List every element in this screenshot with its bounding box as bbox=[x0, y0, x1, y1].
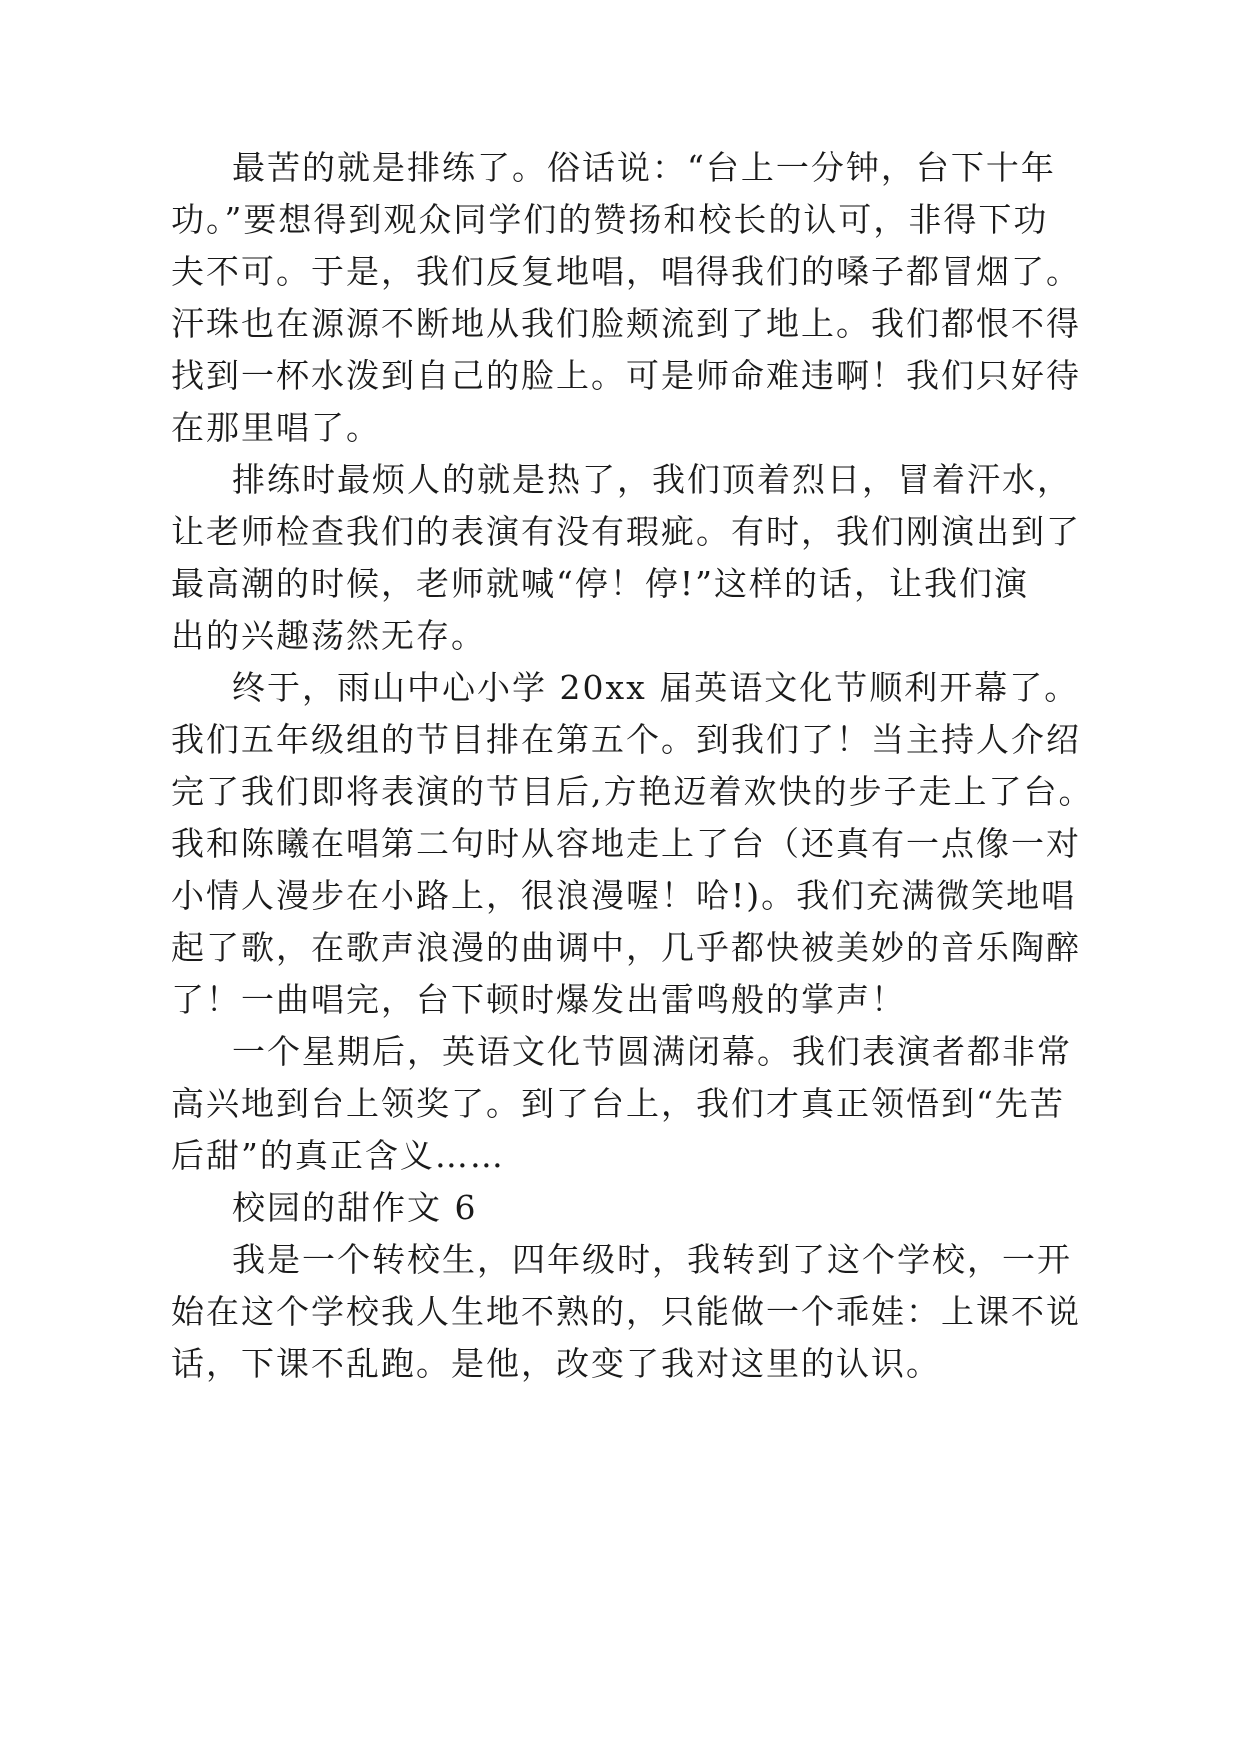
text-line: 最苦的就是排练了。俗话说：“台上一分钟，台下十年 bbox=[232, 148, 1056, 187]
text-line: 了！一曲唱完，台下顿时爆发出雷鸣般的掌声！ bbox=[171, 980, 906, 1019]
text-line: 出的兴趣荡然无存。 bbox=[171, 616, 486, 655]
text-line: 高兴地到台上领奖了。到了台上，我们才真正领悟到“先苦 bbox=[171, 1084, 1065, 1123]
section-heading: 校园的甜作文 6 bbox=[232, 1188, 478, 1227]
text-line: 我们五年级组的节目排在第五个。到我们了！当主持人介绍 bbox=[171, 720, 1081, 759]
text-line: 最高潮的时候，老师就喊“停！停!”这样的话，让我们演 bbox=[171, 564, 1030, 603]
text-line: 后甜”的真正含义…… bbox=[171, 1136, 505, 1175]
text-line: 始在这个学校我人生地不熟的，只能做一个乖娃：上课不说 bbox=[171, 1292, 1081, 1331]
text-line: 在那里唱了。 bbox=[171, 408, 381, 447]
text-line: 完了我们即将表演的节目后,方艳迈着欢快的步子走上了台。 bbox=[171, 772, 1094, 811]
text-line: 夫不可。于是，我们反复地唱，唱得我们的嗓子都冒烟了。 bbox=[171, 252, 1081, 291]
text-line: 汗珠也在源源不断地从我们脸颊流到了地上。我们都恨不得 bbox=[171, 304, 1081, 343]
text-line: 终于，雨山中心小学 20xx 届英语文化节顺利开幕了。 bbox=[232, 668, 1080, 707]
text-line: 排练时最烦人的就是热了，我们顶着烈日，冒着汗水， bbox=[232, 460, 1072, 499]
text-line: 功。”要想得到观众同学们的赞扬和校长的认可，非得下功 bbox=[171, 200, 1049, 239]
text-line: 我是一个转校生，四年级时，我转到了这个学校，一开 bbox=[232, 1240, 1072, 1279]
text-line: 让老师检查我们的表演有没有瑕疵。有时，我们刚演出到了 bbox=[171, 512, 1081, 551]
text-line: 一个星期后，英语文化节圆满闭幕。我们表演者都非常 bbox=[232, 1032, 1072, 1071]
text-line: 起了歌，在歌声浪漫的曲调中，几乎都快被美妙的音乐陶醉 bbox=[171, 928, 1081, 967]
text-line: 找到一杯水泼到自己的脸上。可是师命难违啊！我们只好待 bbox=[171, 356, 1081, 395]
text-line: 我和陈曦在唱第二句时从容地走上了台（还真有一点像一对 bbox=[171, 824, 1081, 863]
text-line: 话，下课不乱跑。是他，改变了我对这里的认识。 bbox=[171, 1344, 941, 1383]
text-line: 小情人漫步在小路上，很浪漫喔！哈!)。我们充满微笑地唱 bbox=[171, 876, 1077, 915]
